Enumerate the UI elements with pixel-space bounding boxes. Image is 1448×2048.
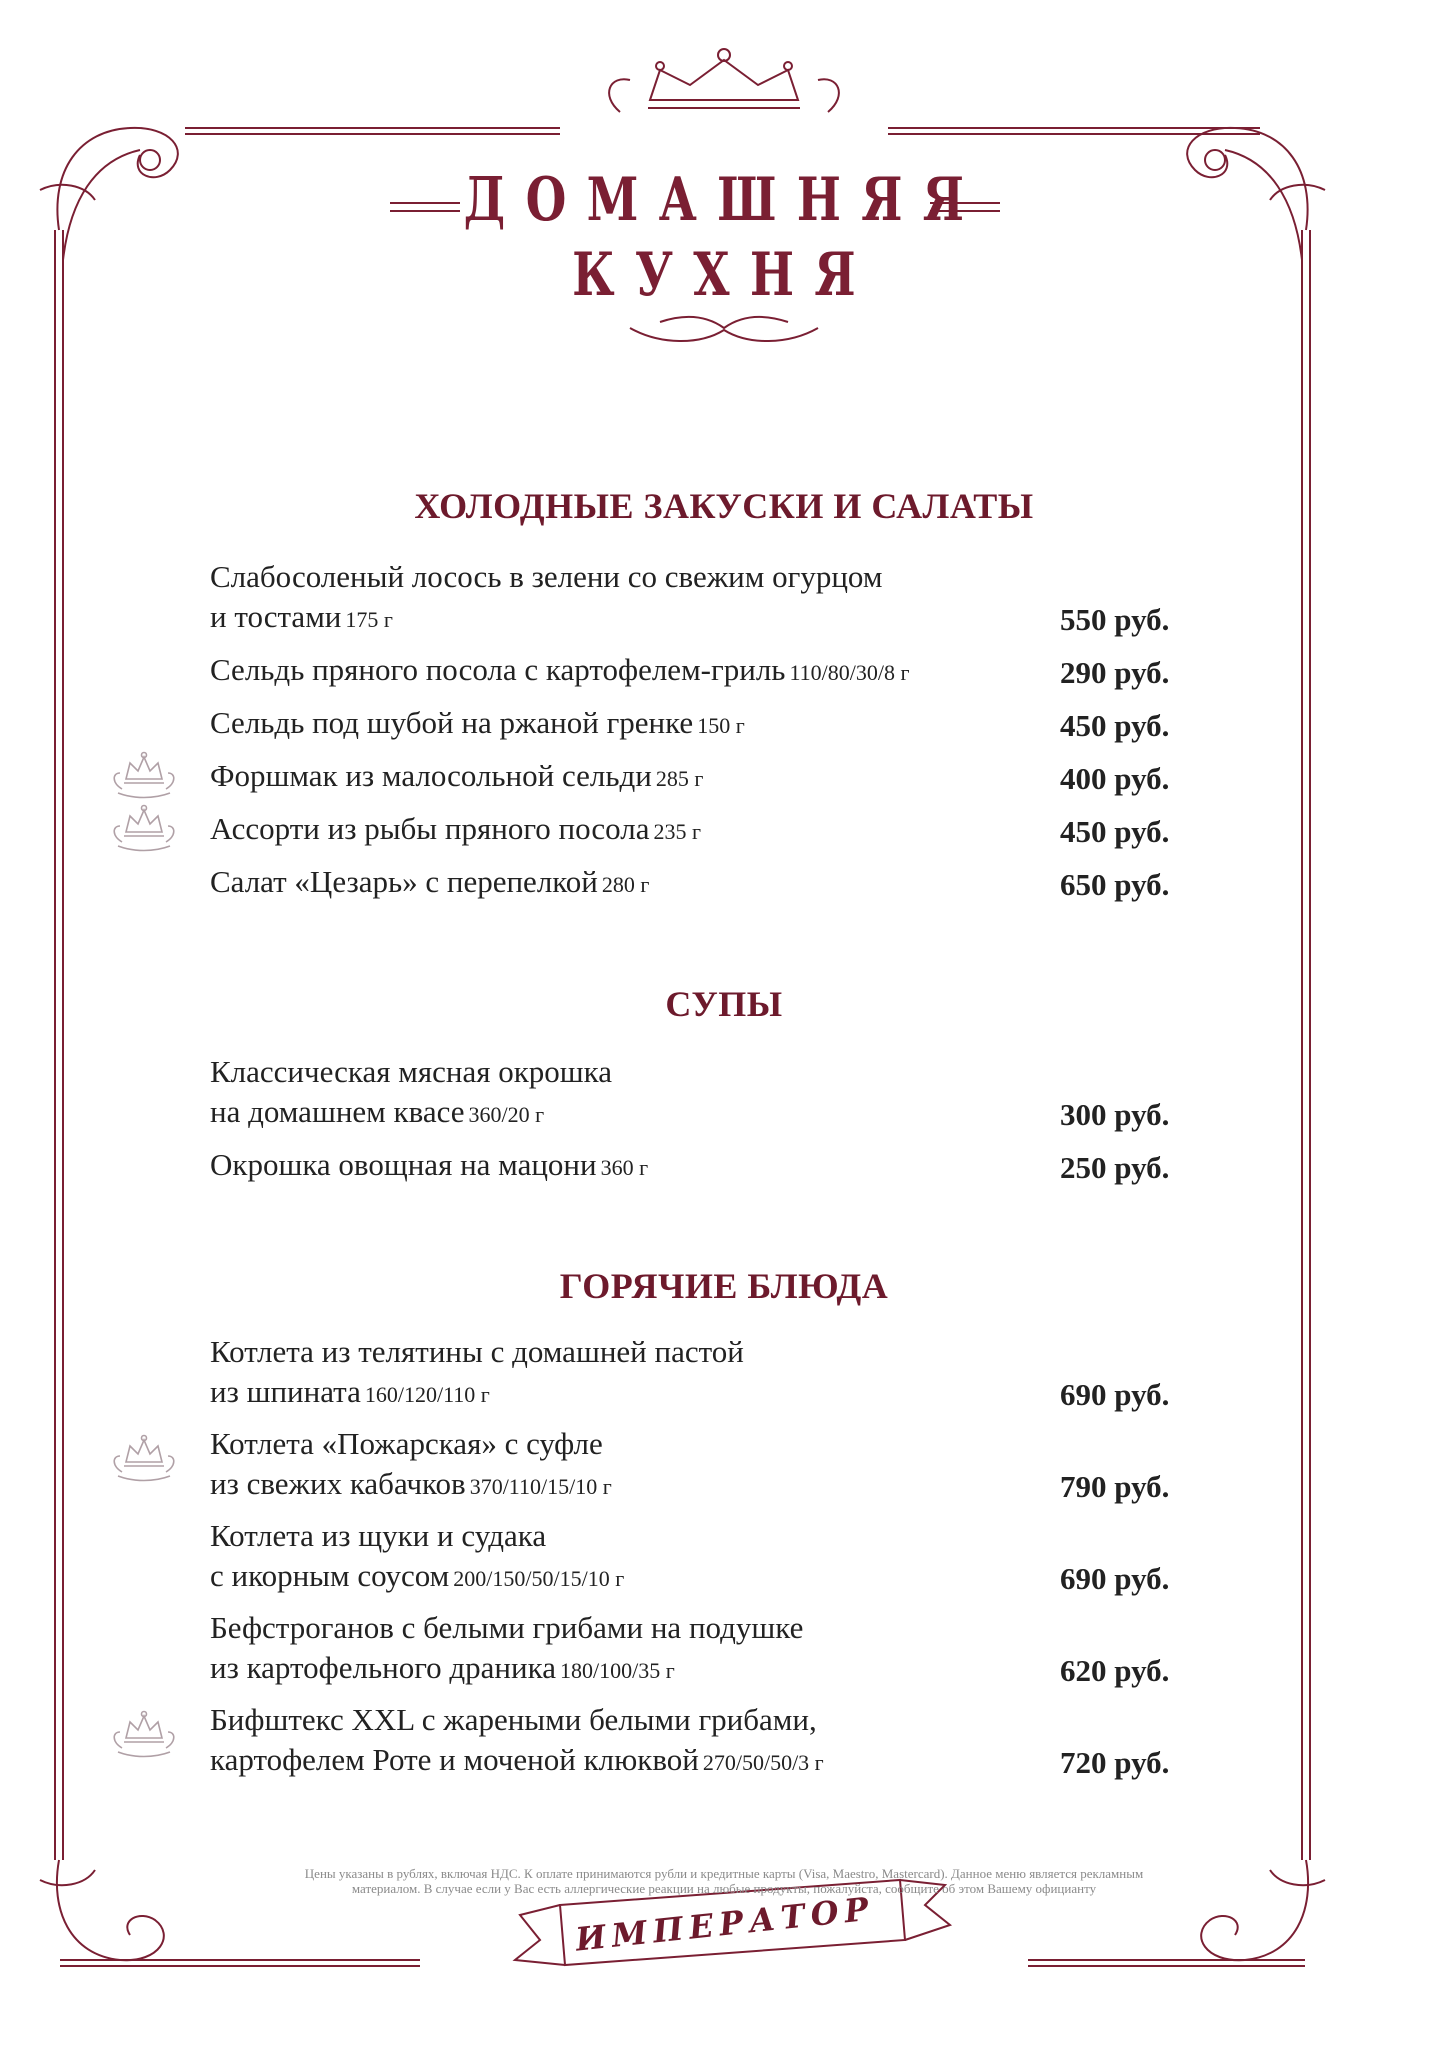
menu-item — [210, 1516, 1210, 1599]
menu-title-line-2: КУХНЯ — [572, 240, 876, 310]
item-price: 550 руб. — [1060, 602, 1170, 637]
item-name-line: Форшмак из малосольной сельди — [210, 758, 652, 793]
item-name-line: Классическая мясная окрошка — [210, 1054, 613, 1089]
item-price: 720 руб. — [1060, 1745, 1170, 1780]
item-name-line: на домашнем квасе — [210, 1094, 465, 1129]
brand-ribbon-text: ИМПЕРАТОР — [573, 1889, 877, 1959]
item-name-line: Ассорти из рыбы пряного посола — [210, 811, 650, 846]
menu-item — [210, 1145, 1210, 1188]
item-name-line: с икорным соусом — [210, 1558, 450, 1593]
footnote-line: материалом. В случае если у Вас есть аллергические реакции на любые продукты, пожалуйста, сообщите об этом Вашему официанту — [351, 1881, 1097, 1896]
item-name-line: Сельдь пряного посола с картофелем-гриль — [210, 652, 786, 687]
crown-icon — [104, 802, 184, 854]
item-weight: 370/110/15/10 г — [469, 1474, 612, 1499]
item-weight: 360/20 г — [468, 1102, 545, 1127]
item-price: 450 руб. — [1060, 708, 1170, 743]
menu-title-line-1: ДОМАШНЯЯ — [463, 165, 985, 235]
menu-item — [210, 1608, 1210, 1691]
item-name-line: из свежих кабачков — [210, 1466, 466, 1501]
crown-icon — [104, 749, 184, 801]
item-name-line: картофелем Роте и моченой клюквой — [210, 1742, 699, 1777]
item-name-line: Бифштекс XXL с жареными белыми грибами, — [210, 1702, 817, 1737]
item-name-line: Салат «Цезарь» с перепелкой — [210, 864, 598, 899]
item-weight: 285 г — [655, 766, 704, 791]
item-weight: 175 г — [345, 607, 393, 632]
legal-footnote — [200, 1866, 1248, 1896]
item-weight: 360 г — [600, 1155, 649, 1180]
item-weight: 160/120/110 г — [364, 1382, 490, 1407]
item-name-line: из шпината — [210, 1374, 361, 1409]
footnote-line: Цены указаны в рублях, включая НДС. К оплате принимаются рубли и кредитные карты (Visa, Maestro, Mastercard). Данное меню является рекламным — [304, 1866, 1144, 1881]
item-name-line: Окрошка овощная на мацони — [210, 1147, 597, 1182]
menu-item — [210, 1700, 1210, 1783]
menu-item — [210, 809, 1210, 852]
item-price: 450 руб. — [1060, 814, 1170, 849]
crown-icon — [104, 1432, 184, 1484]
item-price: 300 руб. — [1060, 1097, 1170, 1132]
menu-item — [210, 756, 1210, 799]
item-name-line: Котлета «Пожарская» с суфле — [210, 1426, 603, 1461]
item-name-line: Слабосоленый лосось в зелени со свежим огурцом — [210, 559, 883, 594]
item-price: 690 руб. — [1060, 1561, 1170, 1596]
crown-icon — [609, 49, 839, 112]
section-title-hot-dishes: ГОРЯЧИЕ БЛЮДА — [559, 1266, 889, 1306]
item-name-line: Котлета из телятины с домашней пастой — [210, 1334, 744, 1369]
section-title-cold-appetizers: ХОЛОДНЫЕ ЗАКУСКИ И САЛАТЫ — [414, 486, 1034, 526]
item-weight: 235 г — [653, 819, 701, 844]
item-name-line: и тостами — [210, 599, 342, 634]
item-price: 620 руб. — [1060, 1653, 1170, 1688]
item-weight: 110/80/30/8 г — [789, 660, 910, 685]
item-price: 290 руб. — [1060, 655, 1170, 690]
item-price: 250 руб. — [1060, 1150, 1170, 1185]
item-name-line: Бефстроганов с белыми грибами на подушке — [210, 1610, 804, 1645]
menu-item — [210, 557, 1210, 640]
item-price: 790 руб. — [1060, 1469, 1170, 1504]
crown-icon — [104, 1708, 184, 1760]
item-weight: 280 г — [601, 872, 650, 897]
item-price: 650 руб. — [1060, 867, 1170, 902]
menu-item — [210, 703, 1210, 746]
menu-item — [210, 1424, 1210, 1507]
item-weight: 200/150/50/15/10 г — [453, 1566, 625, 1591]
menu-item — [210, 1052, 1210, 1135]
item-weight: 270/50/50/3 г — [702, 1750, 824, 1775]
item-weight: 150 г — [697, 713, 745, 738]
menu-item — [210, 650, 1210, 693]
item-price: 690 руб. — [1060, 1377, 1170, 1412]
item-name-line: Котлета из щуки и судака — [210, 1518, 547, 1553]
menu-item — [210, 1332, 1210, 1415]
section-title-soups: СУПЫ — [665, 984, 783, 1024]
item-weight: 180/100/35 г — [559, 1658, 675, 1683]
item-price: 400 руб. — [1060, 761, 1170, 796]
item-name-line: из картофельного драника — [210, 1650, 556, 1685]
menu-item — [210, 862, 1210, 905]
item-name-line: Сельдь под шубой на ржаной гренке — [210, 705, 694, 740]
